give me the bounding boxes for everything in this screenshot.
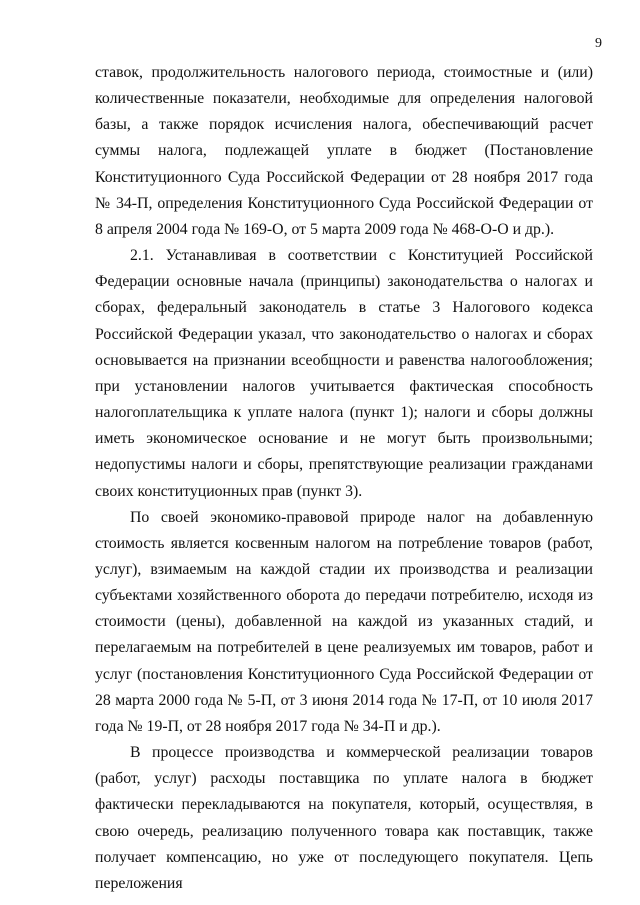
paragraph-section-2-1: 2.1. Устанавливая в соответствии с Конституцией Российской Федерации основные начала (принципы) законодательства о налогах и сборах, федеральный законодатель в статье 3 Налогового кодекса Российской Федерации указал, что законодательство о налогах и сборах основывается на признании всеобщности и равенства налогообложения; при установлении налогов учитывается фактическая способность налогоплательщика к уплате налога (пункт 1); налоги и сборы должны иметь экономическое основание и не могут быть произвольными; недопустимы налоги и сборы, препятствующие реализации гражданами своих конституционных прав (пункт 3). xyxy=(95,247,593,500)
page-number: 9 xyxy=(595,36,602,51)
paragraph-continuation: ставок, продолжительность налогового периода, стоимостные и (или) количественные показатели, необходимые для определения налоговой базы, а также порядок исчисления налога, обеспечивающий расчет суммы налога, подлежащей уплате в бюджет (Постановление Конституционного Суда Российской Федерации от 28 ноября 2017 года № 34-П, определения Конституционного Суда Российской Федерации от 8 апреля 2004 года № 169-О, от 5 марта 2009 года № 468-О-О и др.). xyxy=(95,64,593,238)
paragraph-tax-shifting: В процессе производства и коммерческой реализации товаров (работ, услуг) расходы поставщика по уплате налога в бюджет фактически перекладываются на покупателя, который, осуществляя, в свою очередь, реализацию полученного товара как поставщик, также получает компенсацию, но уже от последующего покупателя. Цепь переложения xyxy=(95,744,593,892)
document-body xyxy=(95,60,593,897)
paragraph-vat-nature: По своей экономико-правовой природе налог на добавленную стоимость является косвенным налогом на потребление товаров (работ, услуг), взимаемым на каждой стадии их производства и реализации субъектами хозяйственного оборота до передачи потребителю, исходя из стоимости (цены), добавленной на каждой из указанных стадий, и перелагаемым на потребителей в цене реализуемых им товаров, работ и услуг (постановления Конституционного Суда Российской Федерации от 28 марта 2000 года № 5-П, от 3 июня 2014 года № 17-П, от 10 июля 2017 года № 19-П, от 28 ноября 2017 года № 34-П и др.). xyxy=(95,508,593,735)
